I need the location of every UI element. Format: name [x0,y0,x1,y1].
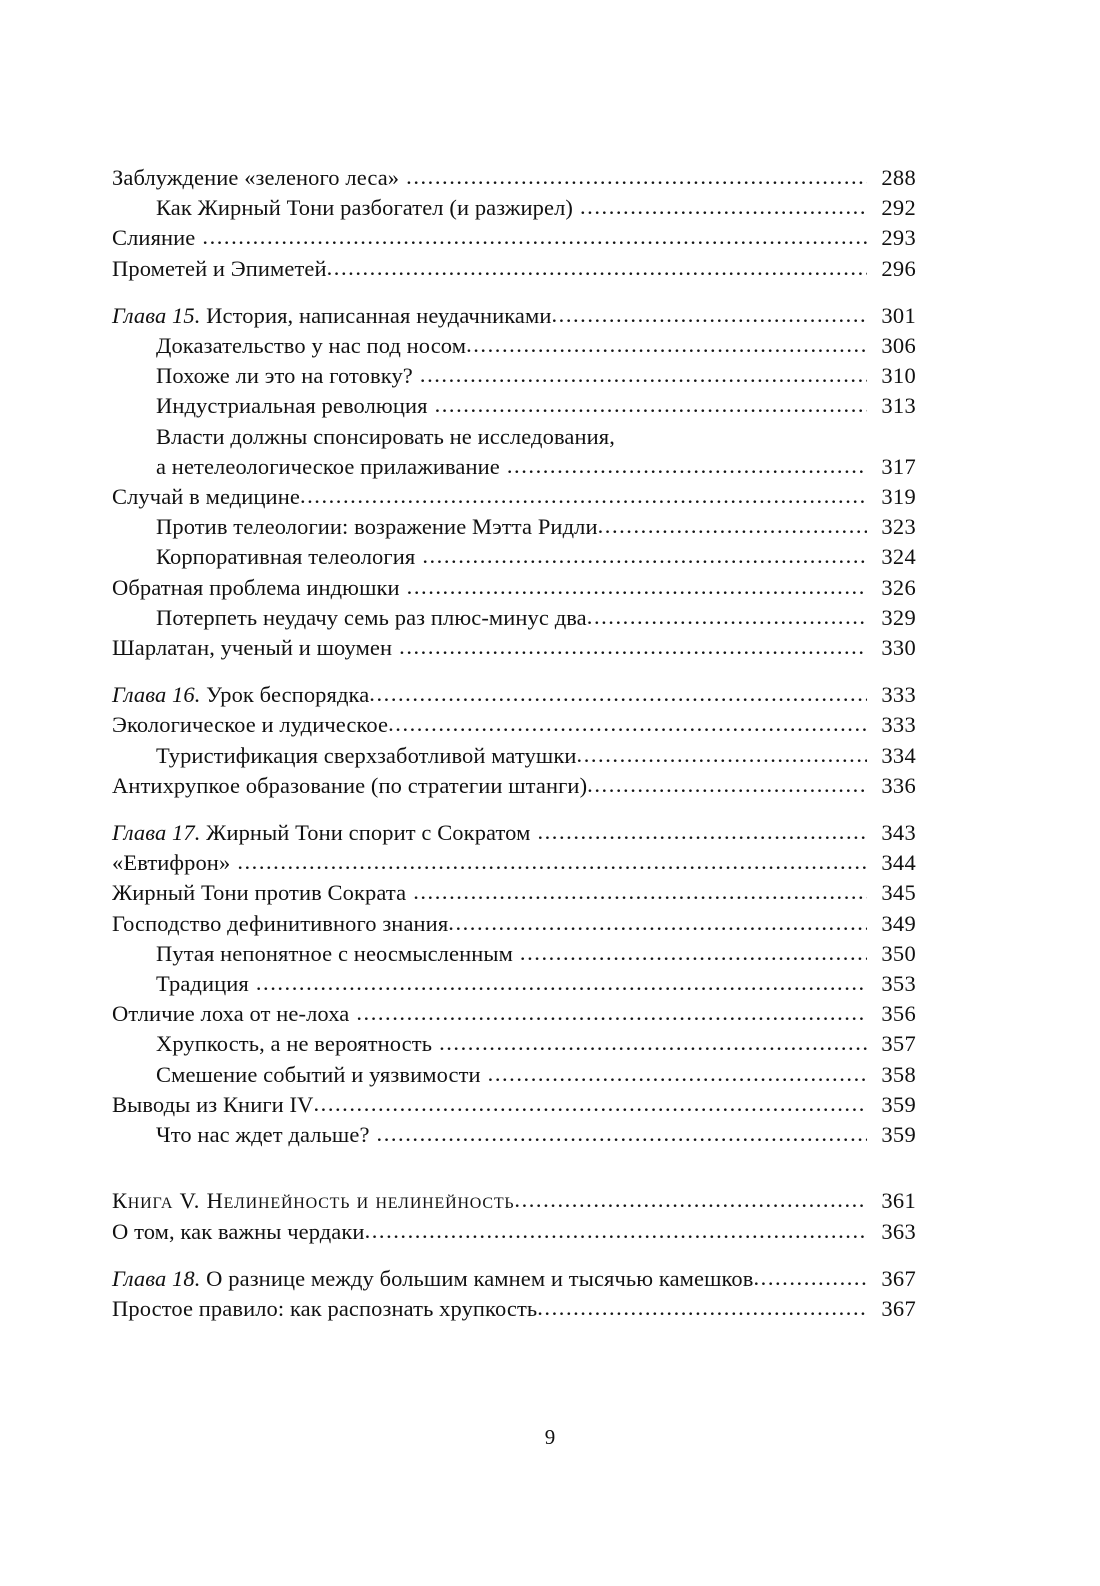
toc-entry[interactable] [112,848,916,878]
dot-leader [300,481,867,511]
toc-entry[interactable] [112,603,916,633]
toc-entry[interactable] [112,422,916,452]
toc-entry[interactable] [112,163,916,193]
toc-entry-page-number: 359 [881,1122,916,1148]
toc-entry[interactable] [112,223,916,253]
dot-leader [537,817,867,847]
toc-entry-title: Туристификация сверхзаботливой матушки [156,742,577,768]
toc-entry[interactable] [112,542,916,572]
toc-entry[interactable] [112,361,916,391]
toc-entry-title: Что нас ждет дальше? [156,1122,370,1148]
toc-entry-page-number: 296 [881,255,916,281]
toc-entry[interactable] [112,771,916,801]
dot-leader [327,253,867,283]
toc-entry-title: Против телеологии: возражение Мэтта Ридли [156,514,598,540]
toc-entry[interactable] [112,999,916,1029]
toc-entry-page-number: 345 [881,880,916,906]
toc-entry[interactable] [112,818,916,848]
dot-leader [407,572,867,602]
toc-entry-page-number: 329 [881,604,916,630]
dot-leader [520,938,867,968]
toc-entry-page-number: 344 [881,850,916,876]
dot-leader [587,602,867,632]
toc-entry[interactable] [112,1029,916,1059]
dot-leader [377,1119,867,1149]
dot-leader [577,740,867,770]
toc-chapter-label: Глава 16. [112,682,201,708]
toc-entry-page-number: 343 [881,820,916,846]
toc-entry-page-number: 358 [881,1061,916,1087]
toc-entry-page-number: 333 [881,682,916,708]
dot-leader [435,390,867,420]
toc-entry-title: Простое правило: как распознать хрупкость [112,1295,538,1321]
toc-chapter-title: История, написанная неудачниками [200,302,552,328]
toc-entry-title: Случай в медицине [112,484,300,510]
toc-entry-title: Заблуждение «зеленого леса» [112,165,400,190]
toc-entry[interactable] [112,1120,916,1150]
toc-entry-page-number: 367 [881,1265,916,1291]
toc-entry-title: Обратная проблема индюшки [112,574,400,600]
toc-entry-page-number: 336 [881,772,916,798]
dot-leader [551,300,867,330]
toc-entry-title: Шарлатан, ученый и шоумен [112,635,393,661]
toc-entry-page-number: 350 [881,940,916,966]
dot-leader [365,1216,867,1246]
toc-entry-title: Прометей и Эпиметей [112,255,327,281]
toc-entry[interactable] [112,741,916,771]
toc-entry-page-number: 356 [881,1001,916,1027]
dot-leader [406,162,867,192]
toc-entry-title: Корпоративная телеология [156,544,416,570]
toc-entry-page-number: 333 [881,712,916,738]
toc-entry-page-number: 361 [881,1188,916,1214]
toc-entry-title: Слияние [112,225,196,251]
toc-chapter-title: Урок беспорядка [200,682,370,708]
toc-entry[interactable] [112,633,916,663]
toc-entry-page-number: 324 [881,544,916,570]
toc-entry-page-number: 334 [881,742,916,768]
dot-leader [507,451,867,481]
toc-entry-title: Выводы из Книги IV [112,1091,314,1117]
toc-entry-title: Похоже ли это на готовку? [156,363,413,389]
toc-entry[interactable] [112,969,916,999]
toc-entry-page-number: 310 [881,363,916,389]
toc-entry-title: Экологическое и лудическое [112,712,389,738]
dot-leader [466,330,867,360]
toc-entry[interactable] [112,878,916,908]
toc-entry[interactable] [112,1186,916,1216]
dot-leader [587,770,867,800]
page-folio-number: 9 [544,1425,556,1449]
dot-leader [399,632,867,662]
toc-entry-title: Хрупкость, а не вероятность [156,1031,433,1057]
toc-entry[interactable] [112,254,916,284]
dot-leader [598,511,867,541]
toc-entry[interactable] [112,909,916,939]
toc-entry-title [112,680,369,710]
toc-entry-title: Потерпеть неудачу семь раз плюс-минус два [156,604,587,630]
toc-entry-title: Индустриальная революция [156,393,428,419]
toc-entry[interactable] [112,301,916,331]
dot-leader [753,1263,867,1293]
dot-leader [422,541,867,571]
toc-entry-page-number: 326 [881,574,916,600]
toc-entry[interactable] [112,573,916,603]
toc-entry-page-number: 293 [881,225,916,251]
dot-leader [448,908,867,938]
toc-entry[interactable] [112,331,916,361]
toc-entry[interactable] [112,1060,916,1090]
toc-entry-page-number: 323 [881,514,916,540]
dot-leader [388,709,867,739]
toc-entry-title: Господство дефинитивного знания [112,910,449,936]
toc-entry[interactable] [112,452,916,482]
toc-entry-page-number: 363 [881,1218,916,1244]
toc-entry[interactable] [112,391,916,421]
toc-entry-title [112,818,530,848]
toc-chapter-label: Глава 15. [112,302,201,328]
toc-entry-title: Власти должны спонсировать не исследования, [156,423,615,449]
toc-entry-title: О том, как важны чердаки [112,1218,365,1244]
toc-entry-list [112,163,916,1324]
toc-entry-page-number: 330 [881,635,916,661]
dot-leader [237,847,867,877]
dot-leader [256,968,867,998]
toc-chapter-label: Глава 17. [112,820,201,846]
toc-entry-title [112,301,551,331]
toc-entry-title: Книга V. Нелинейность и нелинейность [112,1188,515,1214]
toc-entry-page-number: 349 [881,910,916,936]
toc-chapter-title: Жирный Тони спорит с Сократом [200,820,531,846]
toc-entry-title: а нетелеологическое прилаживание [156,453,500,479]
toc-entry-page-number: 359 [881,1091,916,1117]
toc-entry-title [112,1264,753,1294]
dot-leader [202,222,867,252]
dot-leader [439,1028,867,1058]
toc-entry-page-number: 367 [881,1295,916,1321]
dot-leader [420,360,867,390]
toc-entry-title: Смешение событий и уязвимости [156,1061,481,1087]
toc-entry-title: Традиция [156,971,249,997]
toc-entry-page-number: 317 [881,453,916,479]
dot-leader [514,1185,867,1215]
toc-entry-title: Жирный Тони против Сократа [112,880,407,906]
toc-entry[interactable] [112,512,916,542]
dot-leader [356,998,867,1028]
toc-entry[interactable] [112,939,916,969]
toc-entry[interactable] [112,1090,916,1120]
toc-entry-title: Доказательство у нас под носом [156,333,467,359]
toc-chapter-label: Глава 18. [112,1265,201,1291]
toc-entry-title: Отличие лоха от не-лоха [112,1001,350,1027]
dot-leader [580,192,867,222]
dot-leader [369,679,867,709]
toc-entry[interactable] [112,1217,916,1247]
toc-entry-page-number: 288 [881,165,916,190]
toc-entry-page-number: 301 [881,302,916,328]
toc-entry-page-number: 306 [881,333,916,359]
toc-entry-page-number: 353 [881,971,916,997]
toc-entry-page-number: 292 [881,195,916,221]
dot-leader [313,1089,867,1119]
toc-entry-title: Как Жирный Тони разбогател (и разжирел) [156,195,573,221]
toc-entry[interactable] [112,710,916,740]
toc-entry[interactable] [112,1294,916,1324]
toc-chapter-title: О разнице между большим камнем и тысячью камешков [200,1265,754,1291]
toc-entry[interactable] [112,1264,916,1294]
toc-entry-title: «Евтифрон» [112,850,231,876]
dot-leader [537,1293,867,1323]
dot-leader [488,1059,867,1089]
toc-entry-page-number: 319 [881,484,916,510]
toc-entry[interactable] [112,193,916,223]
toc-entry-page-number: 357 [881,1031,916,1057]
toc-entry[interactable] [112,680,916,710]
toc-entry-page-number: 313 [881,393,916,419]
toc-entry-title: Антихрупкое образование (по стратегии штанги) [112,772,588,798]
dot-leader [413,877,867,907]
toc-entry-title: Путая непонятное с неосмысленным [156,940,513,966]
toc-entry[interactable] [112,482,916,512]
